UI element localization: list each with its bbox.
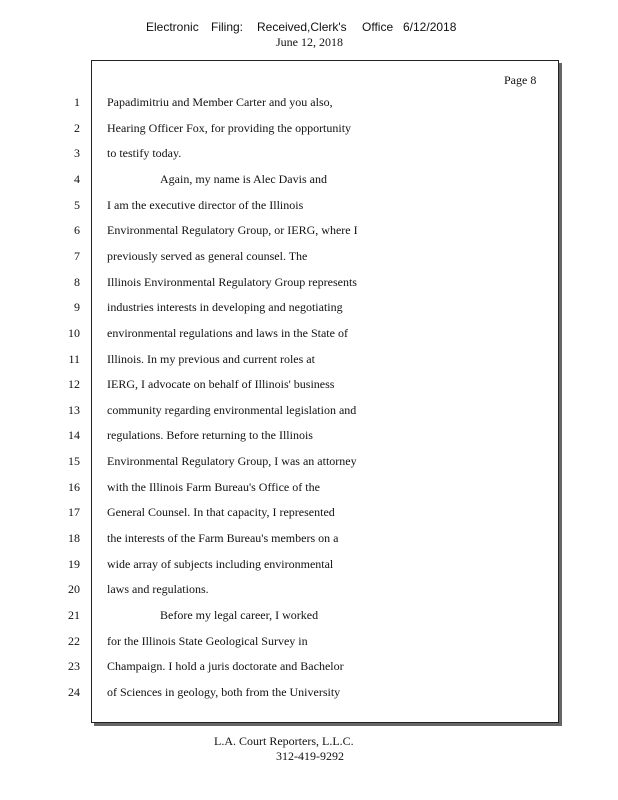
line-text: I am the executive director of the Illinois bbox=[107, 198, 304, 212]
line-number: 16 bbox=[68, 480, 80, 494]
line-number: 8 bbox=[74, 275, 80, 289]
line-text: Hearing Officer Fox, for providing the opportunity bbox=[107, 121, 352, 135]
stamp-office: Office bbox=[362, 20, 394, 34]
line-number: 2 bbox=[74, 121, 80, 135]
page-number: Page 8 bbox=[504, 73, 537, 87]
line-number: 11 bbox=[68, 352, 80, 366]
line-text: previously served as general counsel. The bbox=[107, 249, 308, 263]
line-text: laws and regulations. bbox=[107, 582, 209, 596]
line-text: for the Illinois State Geological Survey in bbox=[107, 634, 308, 648]
line-number: 21 bbox=[68, 608, 80, 622]
line-text: industries interests in developing and negotiating bbox=[107, 300, 343, 314]
line-number: 18 bbox=[68, 531, 80, 545]
stamp-electronic: Electronic bbox=[146, 20, 199, 34]
line-number: 5 bbox=[74, 198, 80, 212]
line-number: 15 bbox=[68, 454, 80, 468]
line-number: 14 bbox=[68, 428, 80, 442]
line-text: Environmental Regulatory Group, I was an attorney bbox=[107, 454, 357, 468]
line-text: community regarding environmental legislation and bbox=[107, 403, 357, 417]
line-number: 4 bbox=[74, 172, 80, 186]
line-number: 13 bbox=[68, 403, 80, 417]
footer-phone: 312-419-9292 bbox=[276, 749, 344, 763]
line-number: 23 bbox=[68, 659, 80, 673]
line-text: Champaign. I hold a juris doctorate and Bachelor bbox=[107, 659, 344, 673]
line-number: 22 bbox=[68, 634, 80, 648]
line-number: 6 bbox=[74, 223, 80, 237]
footer-company: L.A. Court Reporters, L.L.C. bbox=[214, 734, 354, 748]
line-number: 12 bbox=[68, 377, 80, 391]
stamp-date: 6/12/2018 bbox=[403, 20, 457, 34]
line-number: 20 bbox=[68, 582, 80, 596]
line-number: 7 bbox=[74, 249, 80, 263]
line-text: regulations. Before returning to the Illinois bbox=[107, 428, 313, 442]
line-text: Papadimitriu and Member Carter and you also, bbox=[107, 95, 333, 109]
line-text: Illinois. In my previous and current roles at bbox=[107, 352, 315, 366]
line-text: Before my legal career, I worked bbox=[160, 608, 319, 622]
line-text: environmental regulations and laws in the State of bbox=[107, 326, 348, 340]
line-text: IERG, I advocate on behalf of Illinois' business bbox=[107, 377, 335, 391]
line-number: 19 bbox=[68, 557, 80, 571]
line-number: 17 bbox=[68, 505, 80, 519]
line-number: 1 bbox=[74, 95, 80, 109]
line-number: 3 bbox=[74, 146, 80, 160]
line-number: 24 bbox=[68, 685, 80, 699]
stamp-filing: Filing: bbox=[211, 20, 244, 34]
line-number: 10 bbox=[68, 326, 80, 340]
line-text: wide array of subjects including environmental bbox=[107, 557, 334, 571]
line-number: 9 bbox=[74, 300, 80, 314]
document-date: June 12, 2018 bbox=[276, 35, 343, 49]
line-text: to testify today. bbox=[107, 146, 182, 160]
line-text: the interests of the Farm Bureau's members on a bbox=[107, 531, 339, 545]
line-text: with the Illinois Farm Bureau's Office of the bbox=[107, 480, 320, 494]
line-text: Environmental Regulatory Group, or IERG, where I bbox=[107, 223, 358, 237]
stamp-received: Received,Clerk's bbox=[257, 20, 347, 34]
line-text: General Counsel. In that capacity, I represented bbox=[107, 505, 335, 519]
line-text: Again, my name is Alec Davis and bbox=[160, 172, 327, 186]
line-text: of Sciences in geology, both from the University bbox=[107, 685, 341, 699]
line-text: Illinois Environmental Regulatory Group represents bbox=[107, 275, 357, 289]
